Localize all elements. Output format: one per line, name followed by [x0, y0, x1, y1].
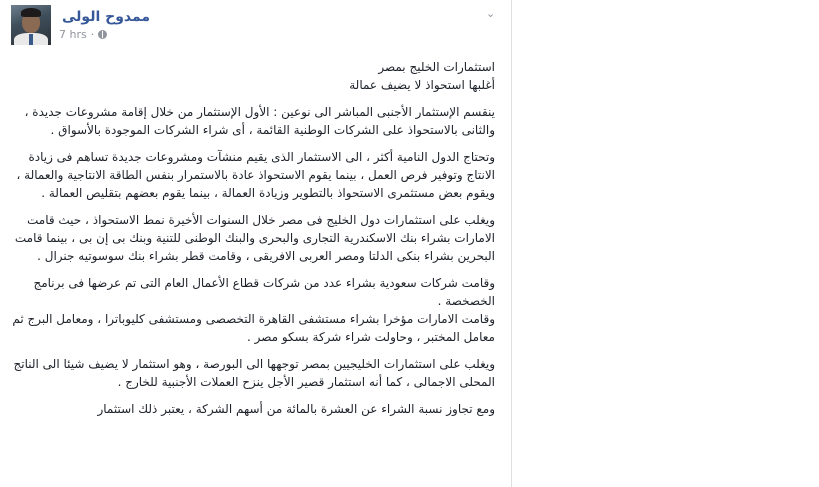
post-time[interactable]: 7 hrs	[59, 28, 87, 41]
post-paragraph: وتحتاج الدول النامية أكثر ، الى الاستثمار الذى يقيم منشآت ومشروعات جديدة تساهم فى زيادة الانتاج وتوفير فرص العمل ، بينما يقوم الاستحواذ عادة بالاستمرار بنفس الطاقة الانتاجية والعمالة ، ويقوم بعض مستثمرى الاستحواذ بالتطوير وزيادة العمالة ، بينما يقوم بعضهم بتقليص العمالة .	[16, 150, 495, 200]
post-paragraph: استثمارات الخليج بمصر أغلبها استحواذ لا يضيف عمالة	[349, 60, 495, 92]
post-paragraph: ويغلب على استثمارات الخليجيين بمصر توجهها الى البورصة ، وهو استثمار لا يضيف شيئا الى الناتج المحلى الاجمالى ، كما أنه استثمار قصير الأجل ينزح العملات الأجنبية للخارج .	[13, 357, 495, 389]
globe-icon[interactable]	[98, 30, 107, 39]
author-name[interactable]: ممدوح الولى	[62, 9, 151, 25]
post-paragraph: ينقسم الإستثمار الأجنبى المباشر الى نوعين : الأول الإستثمار من خلال إقامة مشروعات جديدة ، والثانى بالاستحواذ على الشركات الوطنية القائمة ، أى شراء الشركات الموجودة بالأسواق .	[24, 105, 495, 137]
post-paragraph: ويغلب على استثمارات دول الخليج فى مصر خلال السنوات الأخيرة نمط الاستحواذ ، حيث قامت الامارات بشراء بنك الاسكندرية التجارى والبحرى والبنك الوطنى للتنية وبنك بى إن بى ، بينما قامت البحرين بشراء بنكى الدلتا ومصر العربى الافريقى ، وقامت قطر بشراء بنك سوسوتيه جنرال .	[14, 213, 495, 263]
post-paragraph: ومع تجاوز نسبة الشراء عن العشرة بالمائة من أسهم الشركة ، يعتبر ذلك استثمار	[97, 402, 495, 416]
post-text	[10, 58, 495, 427]
avatar[interactable]	[11, 5, 51, 45]
post-paragraph: وقامت شركات سعودية بشراء عدد من شركات قطاع الأعمال العام التى تم عرضها فى برنامج الخصخصة . وقامت الامارات مؤخرا بشراء مستشفى القاهرة التخصصى ومستشفى كليوباترا ، ومعامل البرج ثم معامل المختبر ، وحاولت شراء شركة بسكو مصر .	[12, 276, 495, 344]
post-meta	[59, 28, 107, 41]
chevron-down-icon[interactable]: ⌄	[486, 7, 496, 20]
post-header	[0, 0, 511, 50]
meta-separator: ·	[90, 28, 95, 41]
